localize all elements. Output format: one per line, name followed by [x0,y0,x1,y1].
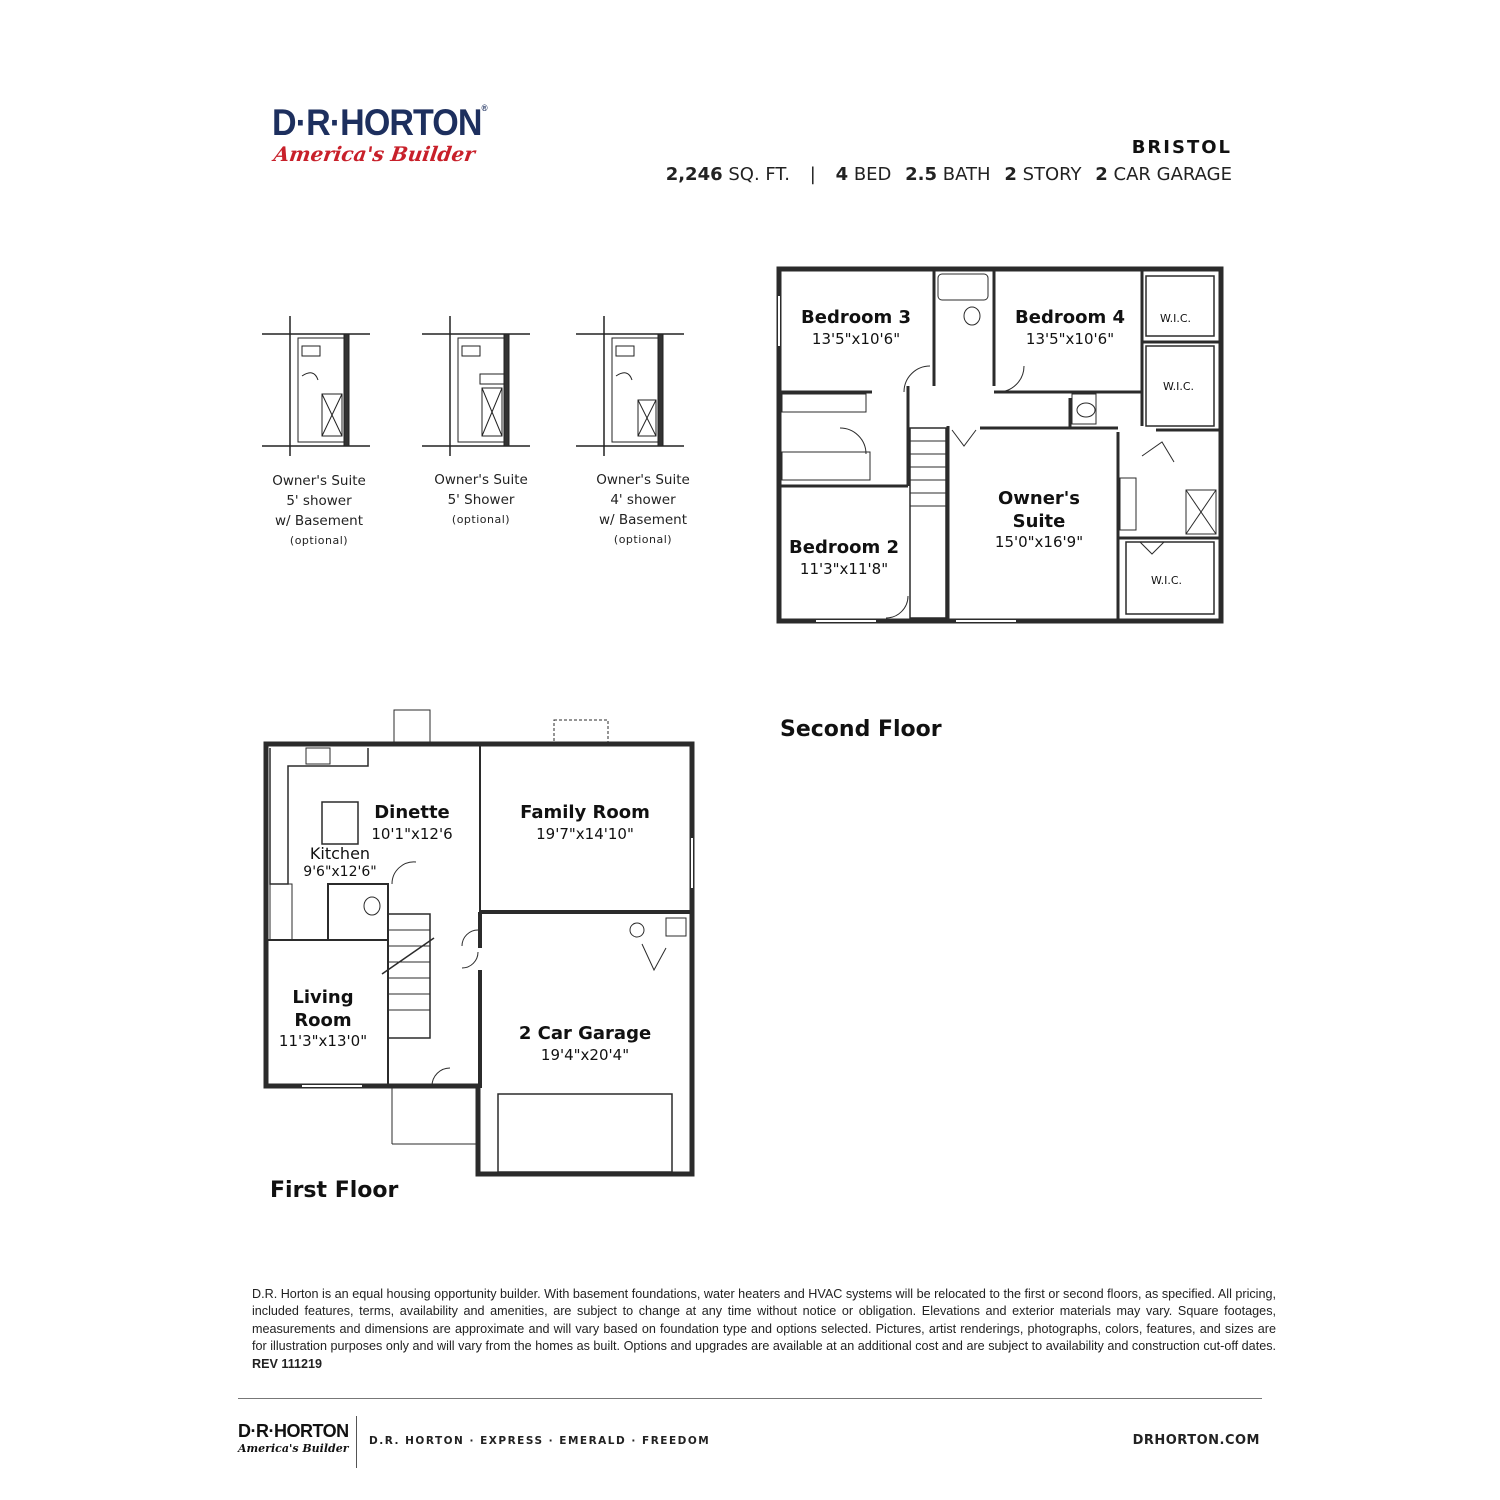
story-value: 2 [1004,164,1017,185]
garage-value: 2 [1095,164,1108,185]
option-sketch-1 [262,316,372,456]
disclaimer-rev: REV 111219 [252,1356,323,1371]
room-bedroom-2: Bedroom 2 11'3"x11'8" [789,537,899,578]
room-dinette: Dinette 10'1"x12'6 [371,802,453,843]
wic-label-3: W.I.C. [1151,574,1183,587]
room-kitchen: Kitchen 9'6"x12'6" [303,844,377,880]
footer-brands: D.R. HORTON · EXPRESS · EMERALD · FREEDOM [369,1435,711,1447]
option-sketch-2 [422,316,532,456]
wic-label-2: W.I.C. [1163,380,1195,393]
wic-label-1: W.I.C. [1160,312,1192,325]
footer-logo: D·R·HORTON [238,1421,349,1441]
room-bedroom-4: Bedroom 4 13'5"x10'6" [1015,307,1125,348]
room-living-room: Living Room 11'3"x13'0" [278,987,368,1050]
plan-specs [666,164,1232,185]
option-label-1: Owner's Suite 5' shower w/ Basement (optional) [272,473,366,547]
footer-url[interactable]: DRHORTON.COM [1132,1433,1260,1448]
option-sketch-3 [576,316,686,456]
garage-unit: CAR GARAGE [1113,164,1232,185]
room-family-room: Family Room 19'7"x14'10" [520,802,650,843]
baths-unit: BATH [942,164,991,185]
footer-rule [238,1398,1262,1399]
beds-unit: BED [853,164,892,185]
story-unit: STORY [1022,164,1082,185]
footer-divider [356,1416,357,1468]
room-owners-suite: Owner's Suite 15'0"x16'9" [994,488,1084,551]
footer-logo-tagline: America's Builder [238,1442,349,1455]
spec-separator: | [809,164,816,185]
drhorton-logo: D·R·HORTON® [272,102,487,143]
baths-value: 2.5 [905,164,938,185]
beds-value: 4 [835,164,849,185]
option-label-3: Owner's Suite 4' shower w/ Basement (optional) [596,472,690,546]
second-floor-title: Second Floor [780,717,942,742]
room-garage: 2 Car Garage 19'4"x20'4" [518,1023,652,1064]
room-bedroom-3: Bedroom 3 13'5"x10'6" [801,307,911,348]
plan-name: BRISTOL [1131,137,1232,158]
sqft-value: 2,246 [665,164,723,185]
first-floor-title: First Floor [270,1178,399,1203]
sqft-unit: SQ. FT. [728,164,791,185]
option-label-2: Owner's Suite 5' Shower (optional) [434,472,528,526]
disclaimer-text: D.R. Horton is an equal housing opportunity builder. With basement foundations, water heaters and HVAC systems will be relocated to the first or second floors, as specified. All pricing, included features, terms, availability and amenities, are subject to change at any time without notice or obligation. Elevations and exterior materials may vary. Square footages, measurements and dimensions are approximate and will vary based on foundation type and options selected. Pictures, artist renderings, photographs, colors, features, and sizes are for illustration purposes only and will vary from the homes as built. Options and upgrades are available at an additional cost and are subject to availability and construction cut-off dates. REV 111219 [252,1287,1276,1371]
first-floor-plan [262,708,696,1176]
logo-tagline: America's Builder [272,142,477,166]
